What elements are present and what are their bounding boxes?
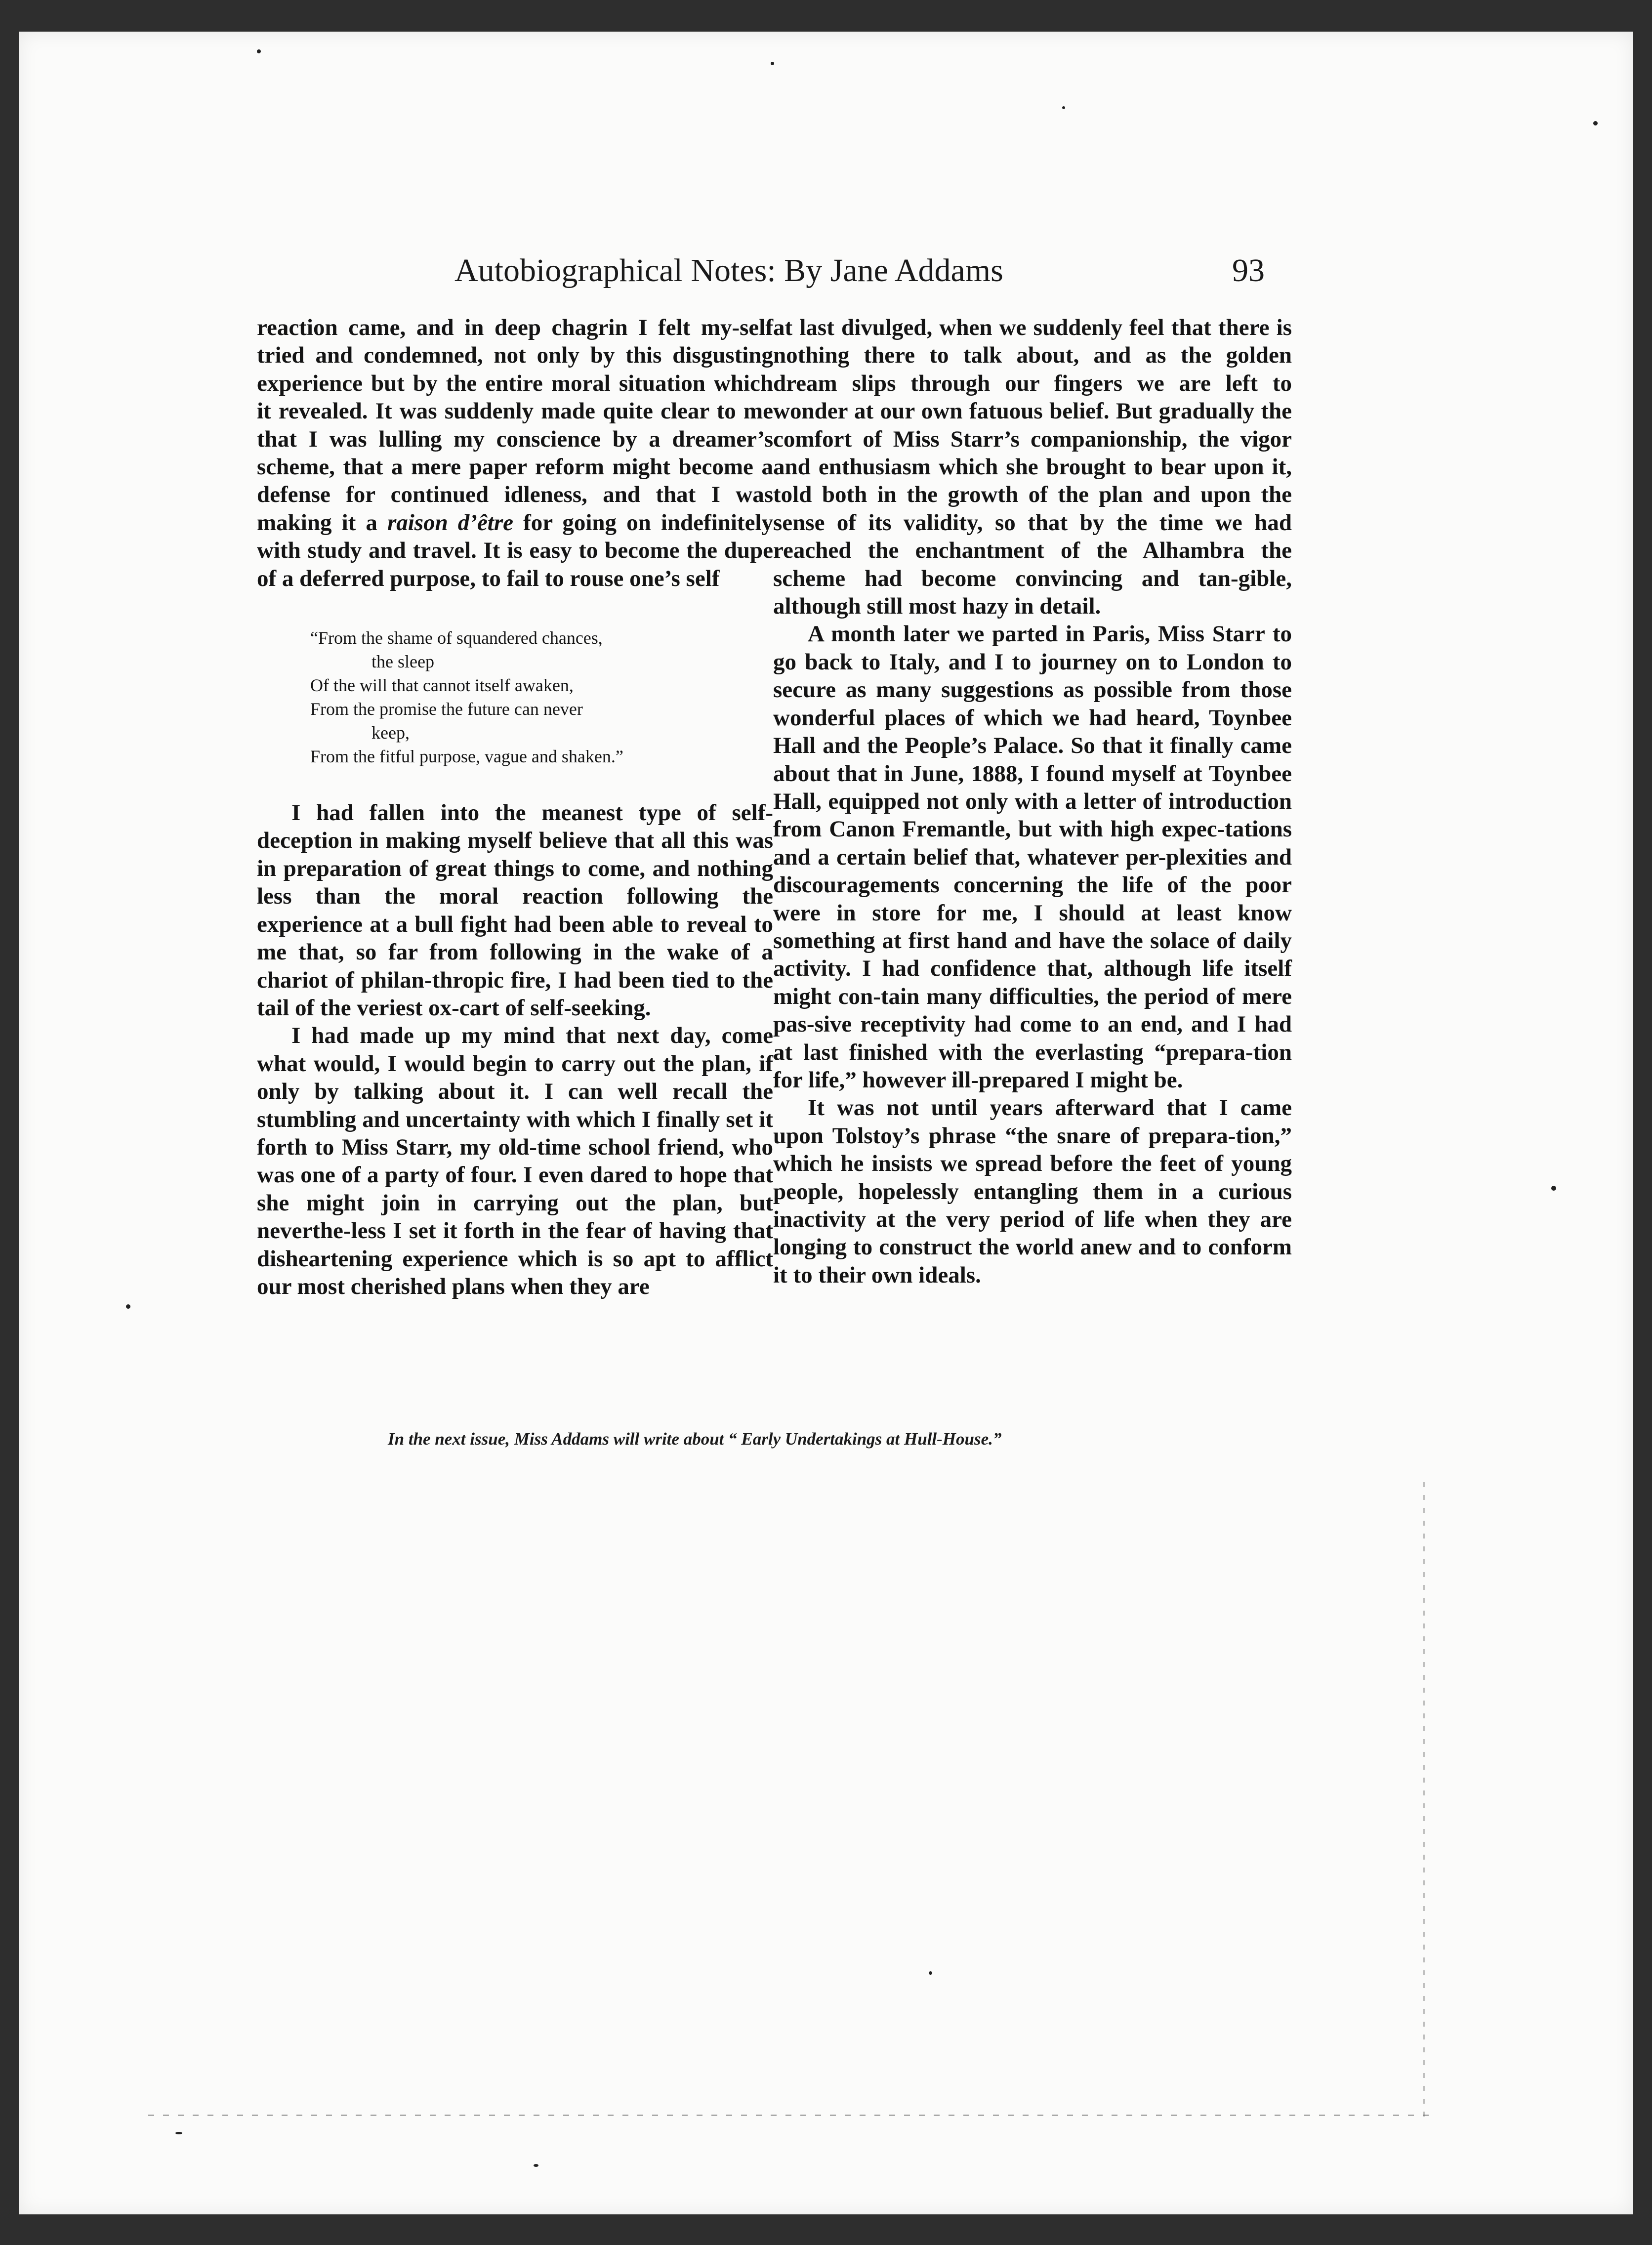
left-paragraph-2: I had fallen into the meanest type of self-deception in making myself believe that all this was in preparation of great things to come, and nothing less than the moral reaction following the experience at a bull fight had been able to reveal to me that, so far from following in the wake of a chariot of philan-thropic fire, I had been tied to the tail of the veriest ox-cart of self-seeking. (257, 800, 773, 1021)
poem-line: Of the will that cannot itself awaken, (310, 675, 574, 696)
scan-speck (1062, 106, 1065, 109)
left-paragraph-1-text: reaction came, and in deep chagrin I felt my-self tried and condemned, not only by this disgusting experience but by the entire moral situation which it revealed. It was suddenly made quite clear to me that I was lulling my conscience by a dreamer’s scheme, that a mere paper reform might become a defense for continued idleness, and that I was making it a (257, 315, 773, 536)
scan-speck (534, 2164, 538, 2167)
poem-line: keep, (372, 723, 410, 743)
left-paragraph-1-end: for going on indefinitely with study and travel. It is easy to become the dupe of a deferred purpose, to fail to rouse one’s self (257, 509, 773, 591)
footnote: In the next issue, Miss Addams will write about “ Early Undertakings at Hull-House.” (388, 1429, 1002, 1449)
left-paragraph-3: I had made up my mind that next day, come what would, I would begin to carry out the plan, if only by talking about it. I can well recall the stumbling and uncertainty with which I finally set it forth to Miss Starr, my old-time school friend, who was one of a party of four. I even dared to hope that she might join in carrying out the plan, but neverthe-less I set it forth in the fear of having that disheartening experience which is so apt to afflict our most cherished plans when they are (257, 1023, 773, 1299)
italic-phrase: raison d’être (387, 509, 514, 536)
scan-speck (126, 1304, 130, 1309)
right-paragraph-1: at last divulged, when we suddenly feel that there is nothing there to talk about, and as the golden dream slips through our fingers we are left to wonder at our own fatuous belief. But gradually the comfort of Miss Starr’s companionship, the vigor and enthusiasm which she brought to bear upon it, told both in the growth of the plan and upon the sense of its validity, so that by the time we had reached the enchantment of the Alhambra the scheme had become convincing and tan-gible, although still most hazy in detail. (773, 315, 1292, 620)
poem-line: “From the shame of squandered chances, (310, 628, 603, 648)
header-title: Autobiographical Notes: By Jane Addams (454, 252, 1003, 289)
scan-speck (771, 62, 774, 65)
right-paragraph-2: A month later we parted in Paris, Miss Starr to go back to Italy, and I to journey on to London to secure as many suggestions as possible from those wonderful places of which we had heard, Toynbee Hall and the People’s Palace. So that it finally came about that in June, 1888, I found myself at Toynbee Hall, equipped not only with a letter of introduction from Canon Fremantle, but with high expec-tations and a certain belief that, whatever per-plexities and discouragements concerning the life of the poor were in store for me, I should at least know something at first hand and have the solace of daily activity. I had confidence that, although life itself might con-tain many difficulties, the period of mere pas-sive receptivity had come to an end, and I had at last finished with the everlasting “prepara-tion for life,” however ill-prepared I might be. (773, 621, 1292, 1093)
scan-artifact-line (148, 2115, 1433, 2116)
scan-speck (929, 1971, 932, 1975)
scan-artifact-edge (1423, 1482, 1425, 2124)
left-paragraph-1 (257, 314, 773, 592)
poem-line: From the promise the future can never (310, 699, 583, 719)
right-paragraph-3: It was not until years afterward that I came upon Tolstoy’s phrase “the snare of prepara-tion,” which he insists we spread before the feet of young people, hopelessly entangling them in a curious inactivity at the very period of life when they are longing to construct the world anew and to conform it to their own ideals. (773, 1095, 1292, 1288)
poem-line: the sleep (372, 652, 434, 672)
scan-speck (1551, 1186, 1556, 1191)
page-number: 93 (1232, 252, 1265, 289)
poem-line: From the fitful purpose, vague and shaken.” (310, 747, 623, 767)
scan-speck (257, 49, 261, 53)
right-column (773, 314, 1292, 1289)
scan-speck (175, 2132, 182, 2134)
left-column (257, 314, 773, 1300)
poem-quote (310, 626, 773, 768)
scan-speck (1593, 121, 1598, 125)
